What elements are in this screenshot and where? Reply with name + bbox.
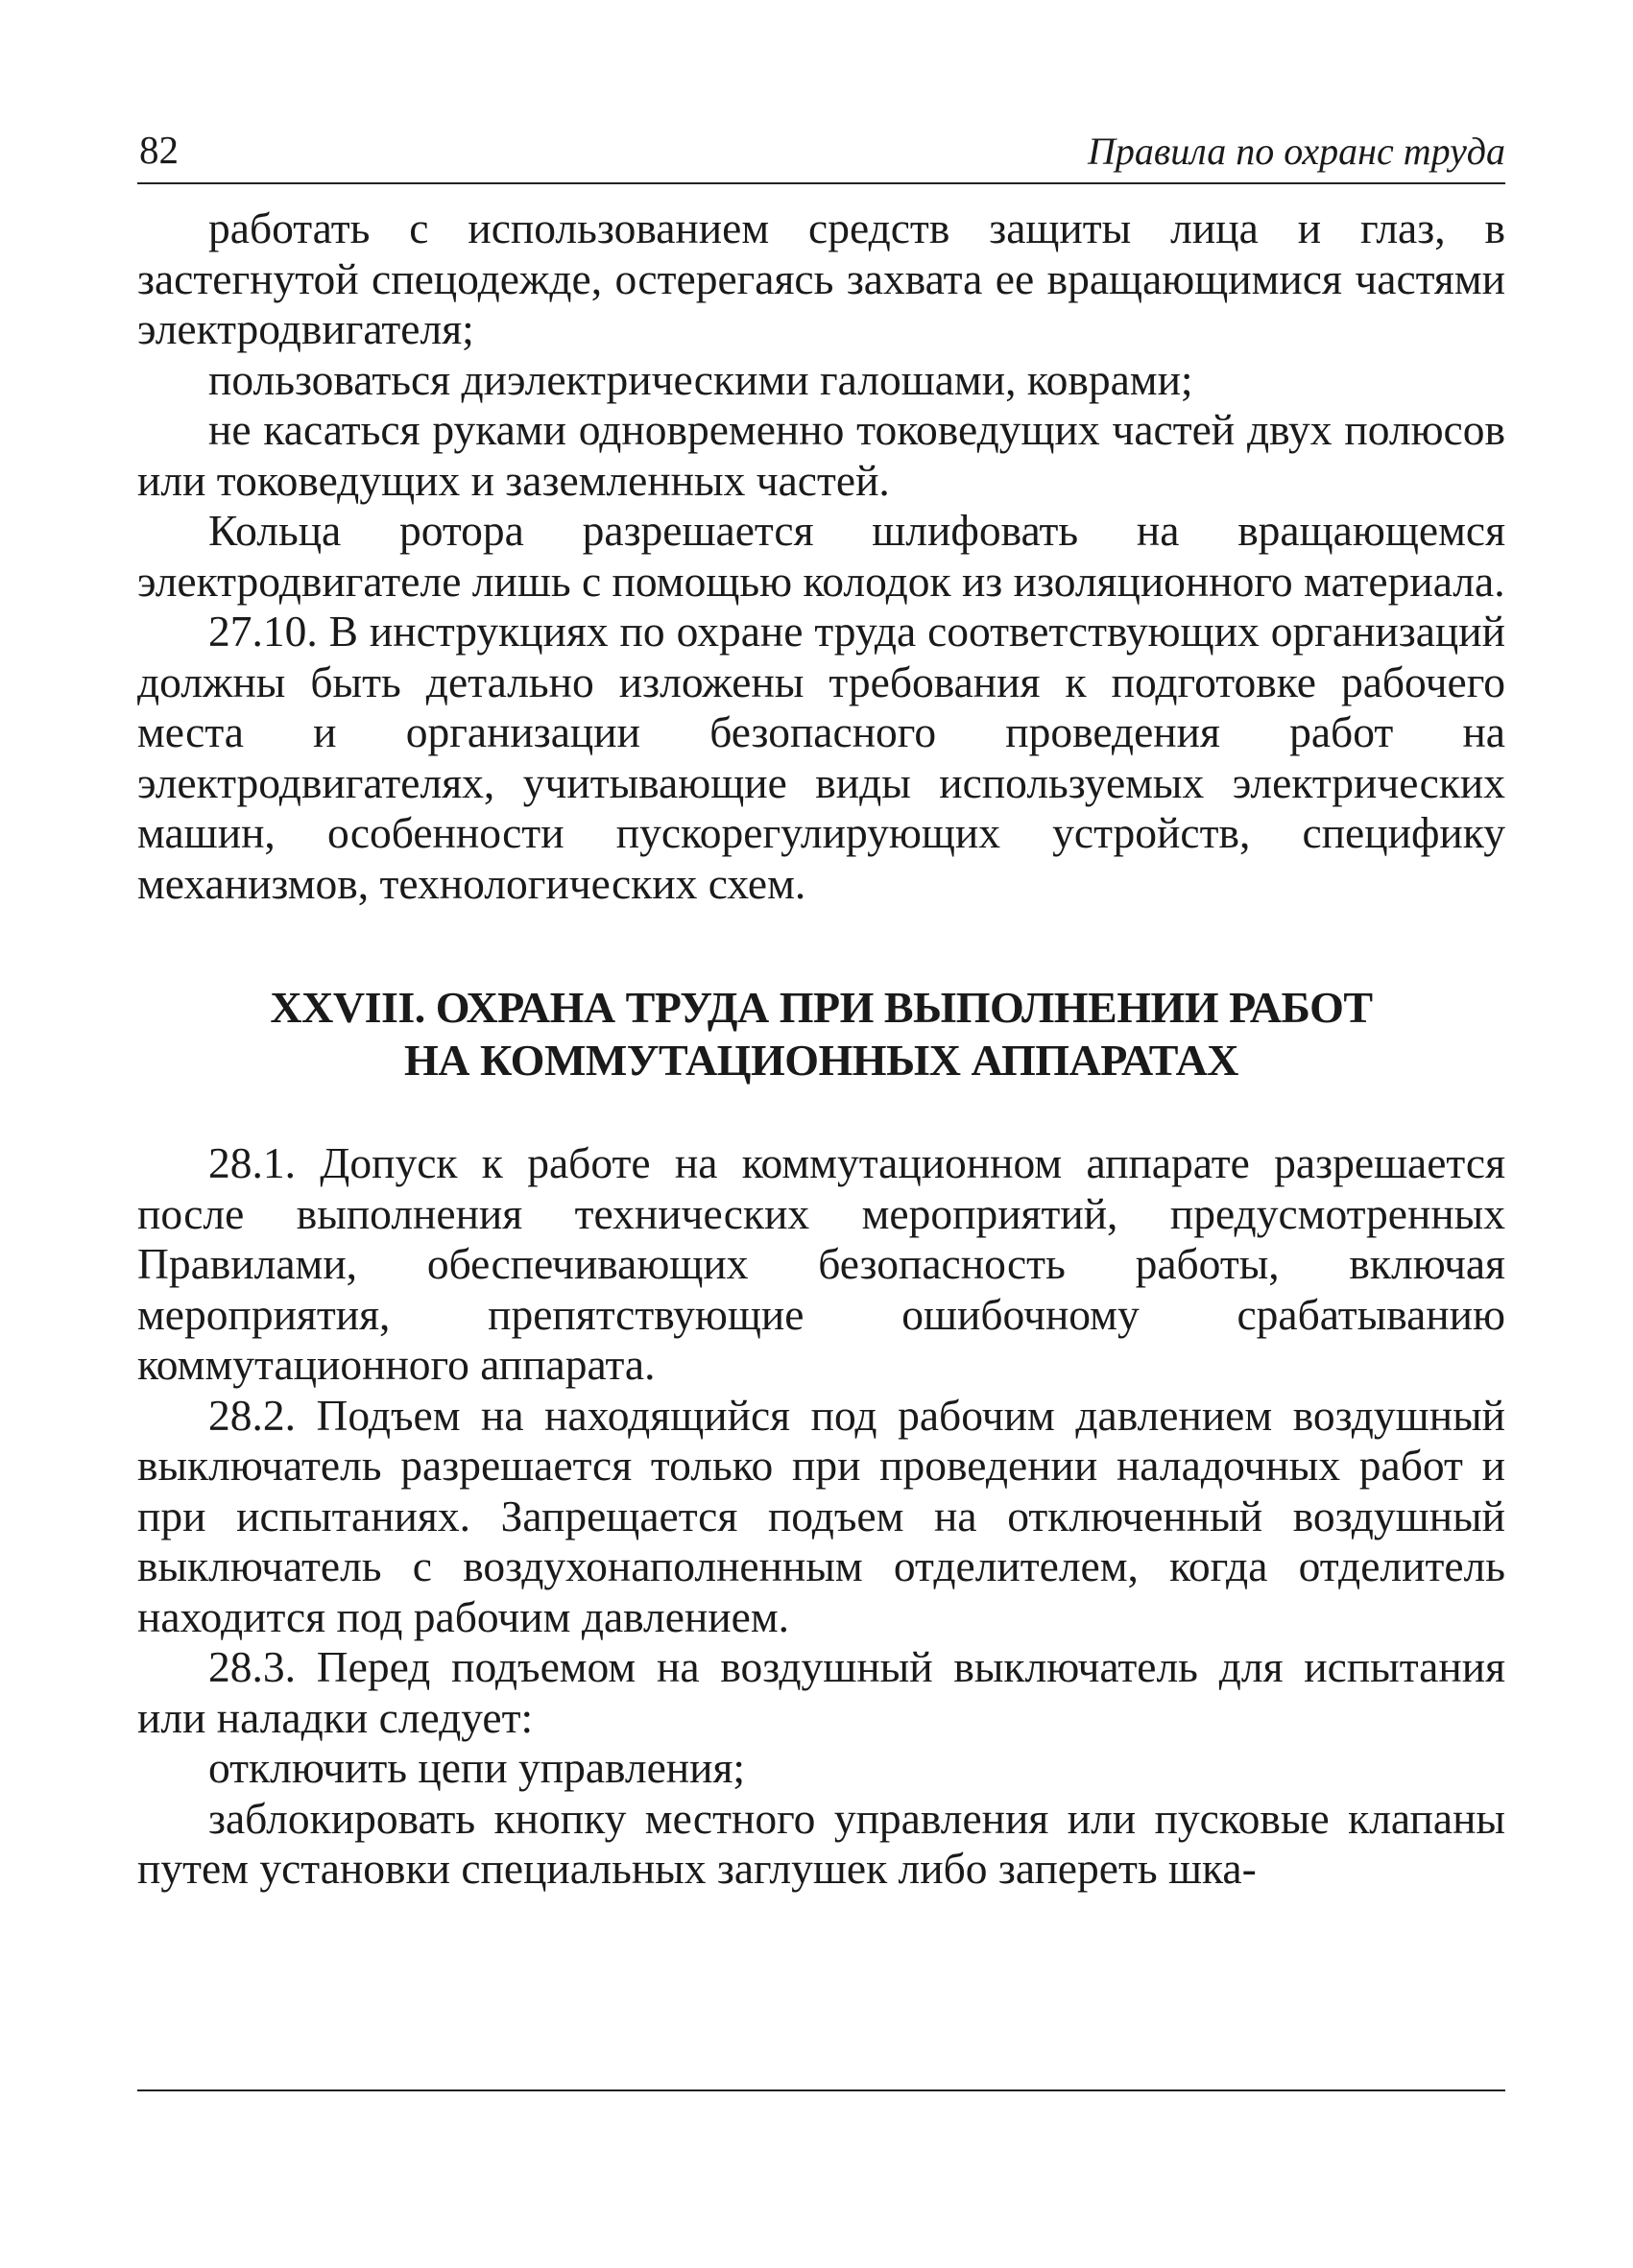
paragraph: не касаться руками одновременно токоведущих частей двух полюсов или токоведущих и заземленных частей. <box>137 405 1505 505</box>
paragraph: пользоваться диэлектрическими галошами, коврами; <box>208 354 1193 404</box>
paragraph: отключить цепи управления; <box>208 1743 746 1792</box>
section-heading-line: XXVIII. ОХРАНА ТРУДА ПРИ ВЫПОЛНЕНИИ РАБОТ <box>270 983 1373 1032</box>
page-header <box>137 123 1505 184</box>
paragraph: Кольца ротора разрешается шлифовать на вращающемся электродвигателе лишь с помощью колодок из изоляционного материала. <box>137 506 1505 606</box>
footer-rule <box>137 2089 1505 2091</box>
page-number: 82 <box>139 128 179 172</box>
paragraph: 28.2. Подъем на находящийся под рабочим давлением воздушный выключатель разрешается только при проведении наладочных работ и при испытаниях. Запрещается подъем на отключенный воздушный выключатель с воздухонаполненным отделителем, когда отделитель находится под рабочим давлением. <box>137 1390 1505 1641</box>
page-body <box>137 203 1505 1895</box>
paragraph: работать с использованием средств защиты лица и глаз, в застегнутой спецодежде, остерегаясь захвата ее вращающимися частями электродвигателя; <box>137 203 1505 353</box>
section-heading-line: НА КОММУТАЦИОННЫХ АППАРАТАХ <box>403 1036 1239 1085</box>
paragraph: заблокировать кнопку местного управления или пусковые клапаны путем установки специальных заглушек либо запереть шка- <box>137 1793 1505 1893</box>
paragraph: 28.3. Перед подъемом на воздушный выключатель для испытания или наладки следует: <box>137 1642 1505 1742</box>
section-heading <box>137 981 1505 1086</box>
paragraph: 28.1. Допуск к работе на коммутационном аппарате разрешается после выполнения технических мероприятий, предусмотренных Правилами, обеспечивающих безопасность работы, включая мероприятия, препятствующие ошибочному срабатыванию коммутационного аппарата. <box>137 1138 1505 1389</box>
paragraph: 27.10. В инструкциях по охране труда соответствующих организаций должны быть детально изложены требования к подготовке рабочего места и организации безопасного проведения работ на электродвигателях, учитывающие виды используемых электрических машин, особенности пускорегулирующих устройств, специфику механизмов, технологических схем. <box>137 607 1505 908</box>
running-title: Правила по охранс труда <box>1088 130 1505 173</box>
